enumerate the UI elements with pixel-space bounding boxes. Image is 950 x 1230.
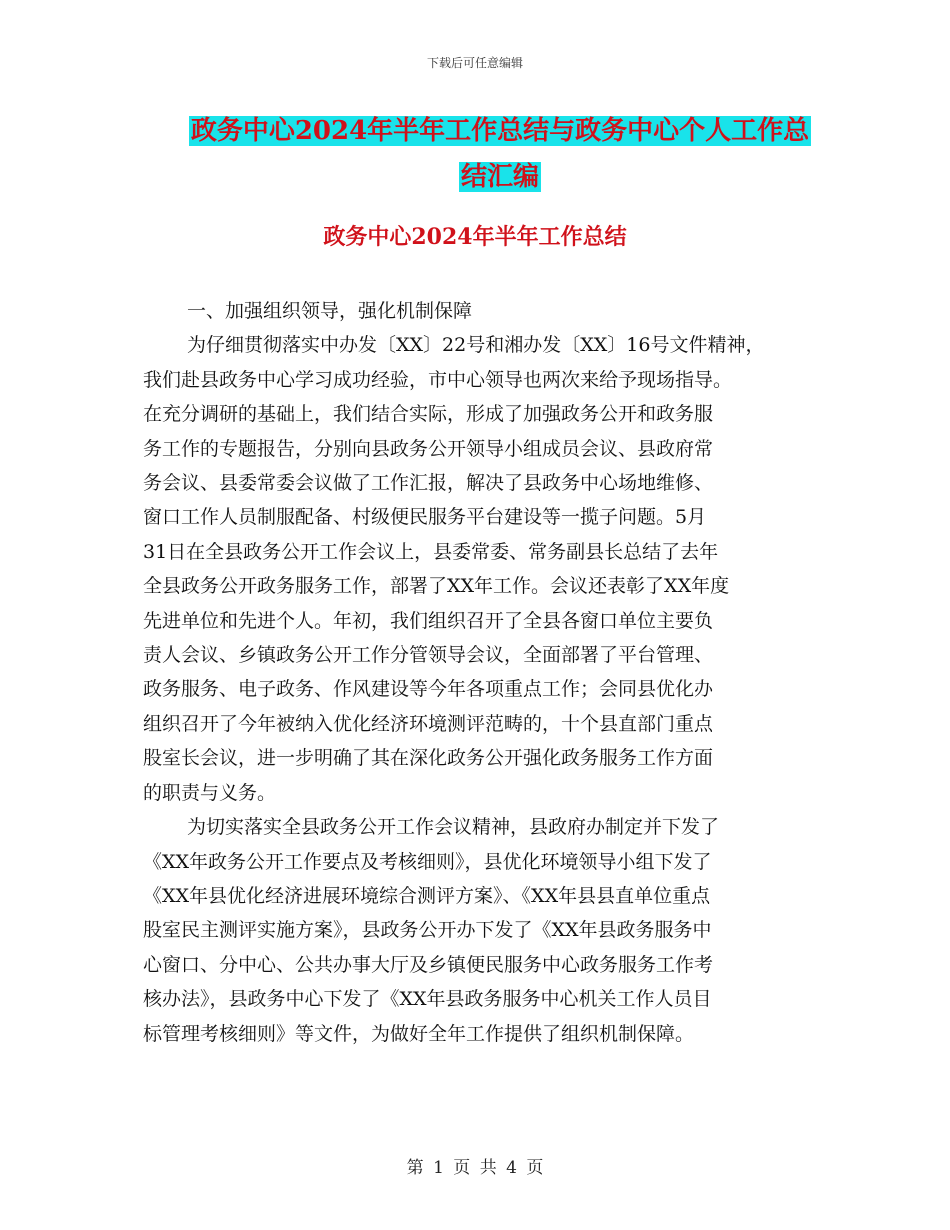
heading-1: 一、加强组织领导，强化机制保障: [187, 300, 473, 322]
text-line: 核办法》，县政务中心下发了《XX年县政务服务中心机关工作人员目: [143, 988, 712, 1011]
text-line: 为切实落实全县政务公开工作会议精神，县政府办制定并下发了: [187, 816, 720, 839]
body-text: [143, 294, 823, 1051]
text-line: 组织召开了今年被纳入优化经济环境测评范畴的，十个县直部门重点: [143, 712, 714, 735]
text-line: 在充分调研的基础上，我们结合实际，形成了加强政务公开和政务服: [143, 403, 714, 426]
text-line: 务会议、县委常委会议做了工作汇报，解决了县政务中心场地维修、: [143, 472, 714, 495]
text-line: 股室民主测评实施方案》，县政务公开办下发了《XX年县政务服务中: [143, 919, 712, 942]
text-line: 31日在全县政务公开工作会议上，县委常委、常务副县长总结了去年: [143, 540, 719, 563]
text-line: 为仔细贯彻落实中办发〔XX〕22号和湘办发〔XX〕16号文件精神，: [187, 334, 765, 357]
text-line: 务工作的专题报告，分别向县政务公开领导小组成员会议、县政府常: [143, 437, 714, 460]
text-line: 责人会议、乡镇政务公开工作分管领导会议，全面部署了平台管理、: [143, 644, 714, 667]
document-title-line-2: 结汇编: [460, 162, 539, 192]
text-line: 心窗口、分中心、公共办事大厅及乡镇便民服务中心政务服务工作考: [143, 953, 714, 976]
text-line: 标管理考核细则》等文件，为做好全年工作提供了组织机制保障。: [143, 1022, 695, 1045]
text-line: 《XX年县优化经济进展环境综合测评方案》、《XX年县县直单位重点: [143, 884, 711, 907]
header-note: 下载后可任意编辑: [426, 56, 523, 70]
text-line: 先进单位和先进个人。年初，我们组织召开了全县各窗口单位主要负: [143, 609, 714, 632]
document-title: [150, 108, 850, 200]
text-line: 《XX年政务公开工作要点及考核细则》，县优化环境领导小组下发了: [143, 850, 712, 873]
page-footer: 第 1 页 共 4 页: [406, 1158, 544, 1178]
text-line: 我们赴县政务中心学习成功经验，市中心领导也两次来给予现场指导。: [143, 368, 733, 391]
document-title-line-1: 政务中心2024年半年工作总结与政务中心个人工作总: [190, 116, 810, 146]
paragraph-1: [143, 328, 823, 810]
section-title: 政务中心2024年半年工作总结: [323, 224, 627, 250]
paragraph-2: [143, 810, 823, 1051]
text-line: 的职责与义务。: [143, 781, 277, 804]
text-line: 窗口工作人员制服配备、村级便民服务平台建设等一揽子问题。5月: [143, 506, 707, 529]
text-line: 全县政务公开政务服务工作，部署了XX年工作。会议还表彰了XX年度: [143, 575, 730, 598]
text-line: 股室长会议，进一步明确了其在深化政务公开强化政务服务工作方面: [143, 747, 714, 770]
text-line: 政务服务、电子政务、作风建设等今年各项重点工作；会同县优化办: [143, 678, 714, 701]
